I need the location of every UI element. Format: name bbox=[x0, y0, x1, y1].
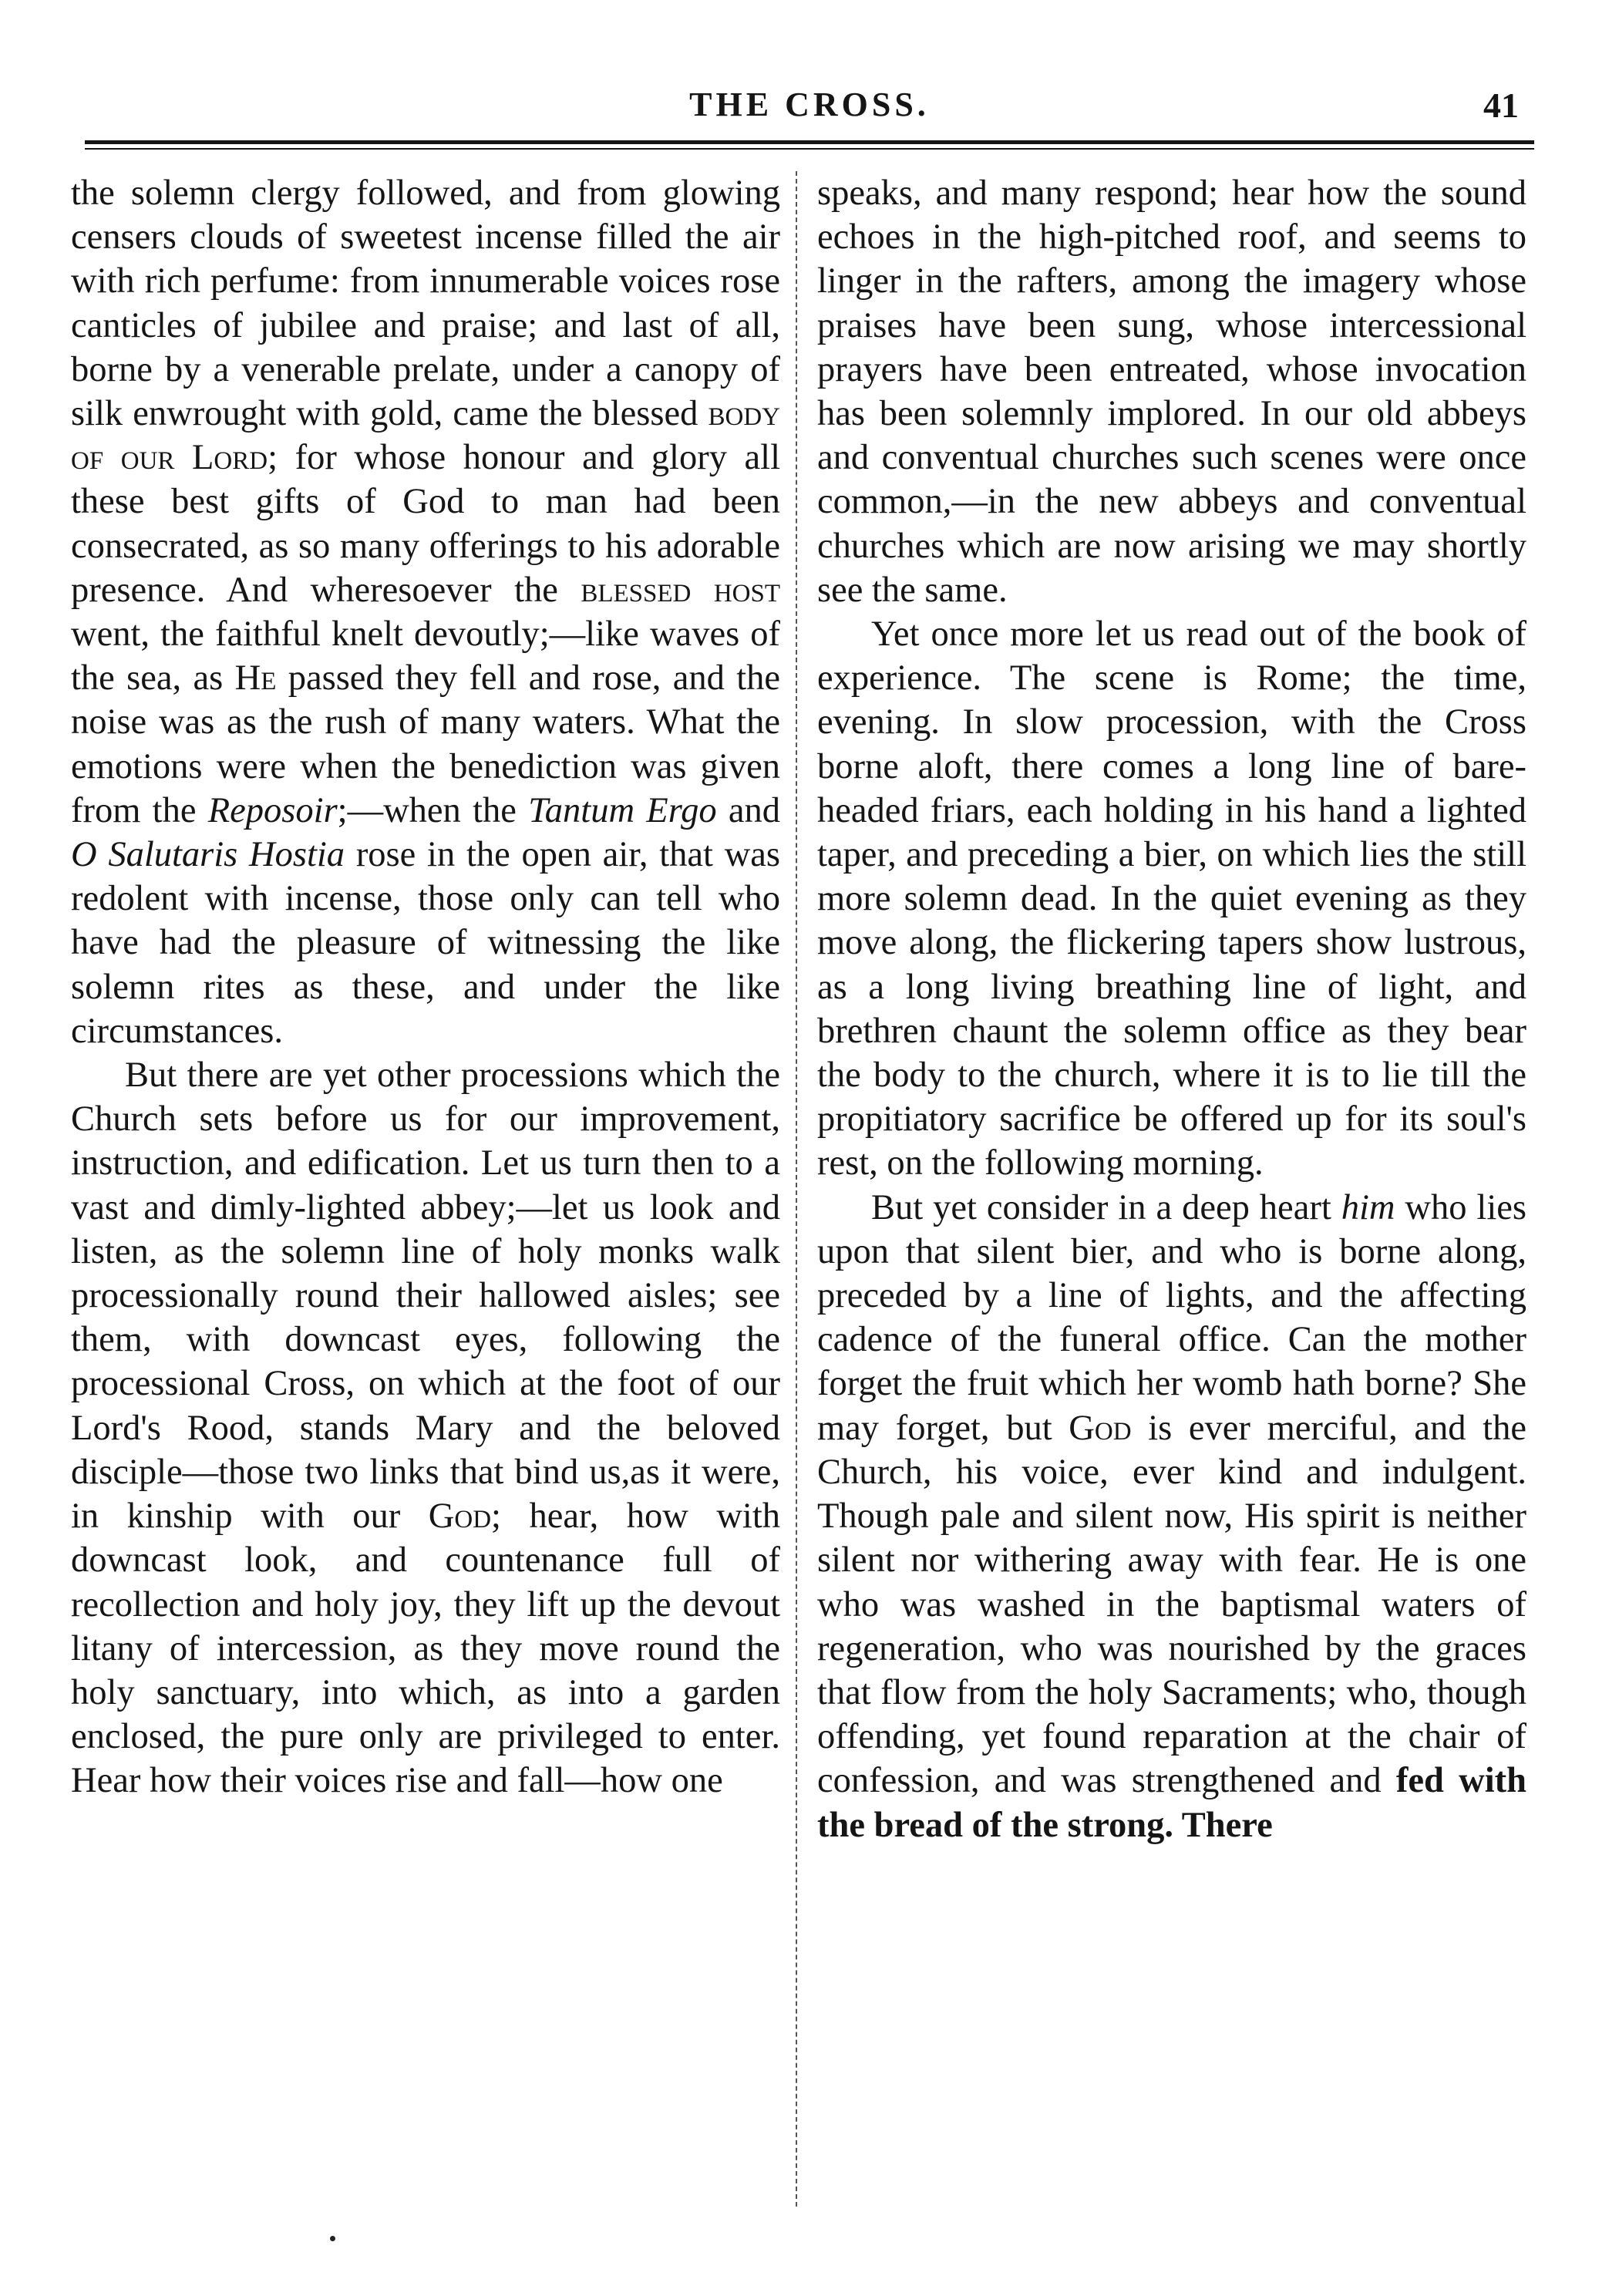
text-run: who lies upon that silent bier, and who is borne along, preceded by a line of lights, and the affecting cadence of the funeral office. Can the mother forget the fruit which her womb hath borne? She may forget, but bbox=[817, 1187, 1526, 1448]
text-run: passed they fell and rose, and the noise was as the rush of many waters. What the emotions were when the benediction was given from the bbox=[71, 658, 781, 830]
small-caps-phrase: body of our Lord bbox=[71, 394, 780, 478]
right-paragraph-3 bbox=[817, 1186, 1526, 1847]
italic-phrase: Reposoir bbox=[207, 790, 338, 830]
small-caps-phrase: God bbox=[1069, 1408, 1132, 1448]
right-column bbox=[817, 171, 1526, 1847]
italic-phrase: him bbox=[1341, 1187, 1395, 1227]
running-head bbox=[85, 85, 1534, 139]
text-run: ; for whose honour and glory all these best gifts of God to man had been consecrated, as so many offerings to his adorable presence. And wheresoever the bbox=[71, 438, 780, 610]
italic-phrase: O Salutaris Hostia bbox=[71, 835, 345, 875]
left-paragraph-2 bbox=[71, 1053, 780, 1803]
page-number: 41 bbox=[1483, 86, 1519, 125]
text-run: ; hear, how with downcast look, and countenance full of recollection and holy joy, they lift up the devout litany of intercession, as they move round the holy sanctuary, into which, as into a garden enclosed, the pure only are privileged to enter. Hear how their voices rise and fall—how one bbox=[71, 1496, 780, 1801]
header-rule bbox=[85, 140, 1534, 144]
left-paragraph-1 bbox=[71, 171, 780, 1053]
right-paragraph-1: speaks, and many respond; hear how the sound echoes in the high-pitched roof, and seems to linger in the rafters, among the imagery whose praises have been sung, whose intercessional prayers have been entreated, whose invocation has been solemnly implored. In our old abbeys and conventual churches such scenes were once common,—in the new abbeys and conventual churches which are now arising we may shortly see the same. bbox=[817, 173, 1526, 610]
small-caps-phrase: blessed host bbox=[581, 570, 780, 610]
text-run: the solemn clergy followed, and from glowing censers clouds of sweetest incense filled the air with rich perfume: from innumerable voices rose canticles of jubilee and praise; and last of all, borne by a venerable prelate, under a canopy of silk enwrought with gold, came the blessed bbox=[71, 173, 780, 434]
text-run: rose in the open air, that was redolent with incense, those only can tell who have had the pleasure of witnessing the like solemn rites as these, and under the like circumstances. bbox=[71, 835, 781, 1051]
text-run: is ever merciful, and the Church, his voice, ever kind and indulgent. Though pale and silent now, His spirit is neither silent nor withering away with fear. He is one who was washed in the baptismal waters of regeneration, who was nourished by the graces that flow from the holy Sacraments; who, though offending, yet found reparation at the chair of confession, and was strengthened and bbox=[817, 1408, 1526, 1801]
right-paragraph-2: Yet once more let us read out of the book of experience. The scene is Rome; the time, evening. In slow procession, with the Cross borne aloft, there comes a long line of bare-headed friars, each holding in his hand a lighted taper, and preceding a bier, on which lies the still more solemn dead. In the quiet evening as they move along, the flickering tapers show lustrous, as a long living breathing line of light, and brethren chaunt the solemn office as they bear the body to the church, where it is to lie till the propitiatory sacrifice be offered up for its soul's rest, on the following morning. bbox=[817, 614, 1526, 1183]
italic-phrase: Tantum Ergo bbox=[528, 790, 717, 830]
column-divider bbox=[796, 171, 797, 2207]
text-run: and bbox=[716, 790, 781, 830]
header-rule-thin bbox=[85, 148, 1534, 150]
bold-phrase: fed with the bread of the strong. There bbox=[817, 1761, 1526, 1845]
text-run: But there are yet other processions which the Church sets before us for our improvement, instruction, and edification. Let us turn then to a vast and dimly-lighted abbey;—let us look and listen, as the solemn line of holy monks walk processionally round their hallowed aisles; see them, with downcast eyes, following the processional Cross, on which at the foot of our Lord's Rood, stands Mary and the beloved disciple—those two links that bind us,as it were, in kinship with our bbox=[71, 1055, 780, 1537]
ink-speck bbox=[330, 2236, 335, 2241]
text-run: But yet consider in a deep heart bbox=[871, 1187, 1341, 1227]
text-run: ;—when the bbox=[337, 790, 529, 830]
left-column bbox=[71, 171, 780, 1803]
small-caps-phrase: God bbox=[428, 1496, 492, 1537]
text-run: went, the faithful knelt devoutly;—like waves of the sea, as bbox=[71, 614, 780, 699]
small-caps-phrase: He bbox=[234, 658, 277, 699]
running-title: THE CROSS. bbox=[689, 86, 930, 123]
